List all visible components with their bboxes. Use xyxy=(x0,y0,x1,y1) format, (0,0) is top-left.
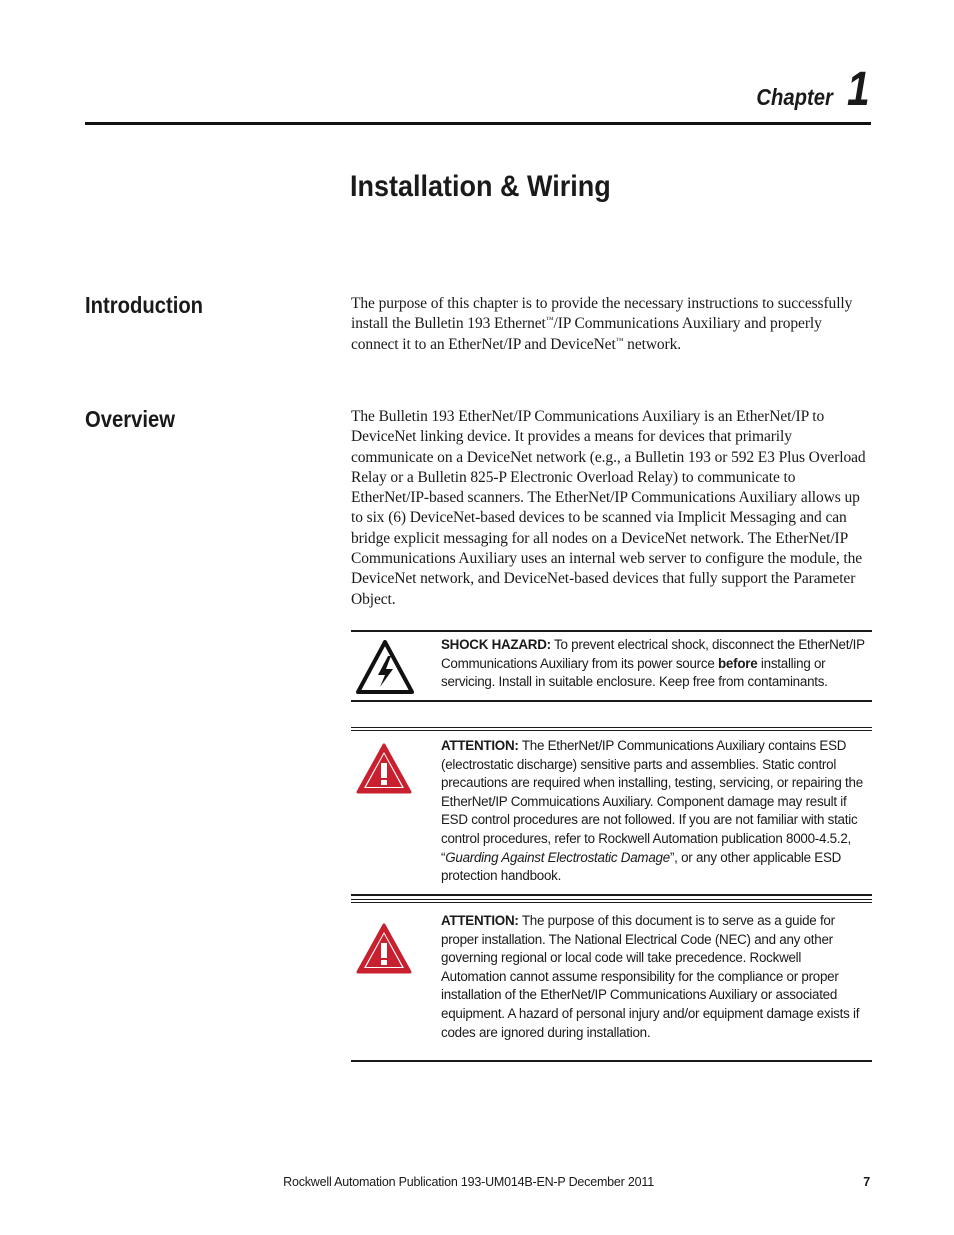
attention-warning-icon xyxy=(356,923,412,975)
page-title: Installation & Wiring xyxy=(350,170,611,203)
publication-info: Rockwell Automation Publication 193-UM014B-EN-P December 2011 xyxy=(283,1175,654,1189)
overview-heading: Overview xyxy=(85,406,176,432)
introduction-heading: Introduction xyxy=(85,292,204,318)
introduction-paragraph: The purpose of this chapter is to provide the necessary instructions to successfully install the Bulletin 193 Ethernet™/IP Communications Auxiliary and properly connect it to an EtherNet/IP and DeviceNet™ network. xyxy=(351,295,853,353)
installation-attention-text: ATTENTION: The purpose of this document is to serve as a guide for proper installation. The National Electrical Code (NEC) and any other governing regional or local code will take precedence. Rockwell Automation cannot assume responsibility for the compliance or proper installation of the EtherNet/IP Communications Auxiliary or associated equipment. A hazard of personal injury and/or equipment damage exists if codes are ignored during installation. xyxy=(441,913,860,1040)
shock-hazard-notice xyxy=(351,630,872,702)
chapter-number: 1 xyxy=(847,63,870,116)
shock-hazard-icon xyxy=(356,640,414,694)
page-number: 7 xyxy=(863,1175,870,1189)
chapter-label: Chapter xyxy=(756,84,834,110)
overview-paragraph: The Bulletin 193 EtherNet/IP Communications Auxiliary is an EtherNet/IP to DeviceNet linking device. It provides a means for devices that primarily communicate on a DeviceNet network (e.g., a Bulletin 193 or 592 E3 Plus Overload Relay or a Bulletin 825-P Electronic Overload Relay) to communicate to EtherNet/IP-based scanners. The EtherNet/IP Communications Auxiliary allows up to six (6) DeviceNet-based devices to be scanned via Implicit Messaging and can bridge explicit messaging for all nodes on a DeviceNet network. The EtherNet/IP Communications Auxiliary uses an internal web server to configure the module, the DeviceNet network, and DeviceNet-based devices that fully support the Parameter Object. xyxy=(351,408,866,608)
esd-attention-notice xyxy=(351,727,872,896)
attention-warning-icon xyxy=(356,743,412,795)
shock-hazard-text: SHOCK HAZARD: To prevent electrical shock, disconnect the EtherNet/IP Communications Auxiliary from its power source before installing or servicing. Install in suitable enclosure. Keep free from contaminants. xyxy=(441,637,865,690)
installation-attention-notice xyxy=(351,899,872,1062)
chapter-heading xyxy=(746,62,870,117)
chapter-rule-divider xyxy=(85,122,871,125)
esd-attention-text: ATTENTION: The EtherNet/IP Communications Auxiliary contains ESD (electrostatic discharge) sensitive parts and assemblies. Static control precautions are required when installing, testing, servicing, or repairing the EtherNet/IP Commuications Auxiliary. Component damage may result if ESD control procedures are not followed. If you are not familiar with static control procedures, refer to Rockwell Automation publication 8000-4.5.2, “Guarding Against Electrostatic Damage”, or any other applicable ESD protection handbook. xyxy=(441,738,863,884)
